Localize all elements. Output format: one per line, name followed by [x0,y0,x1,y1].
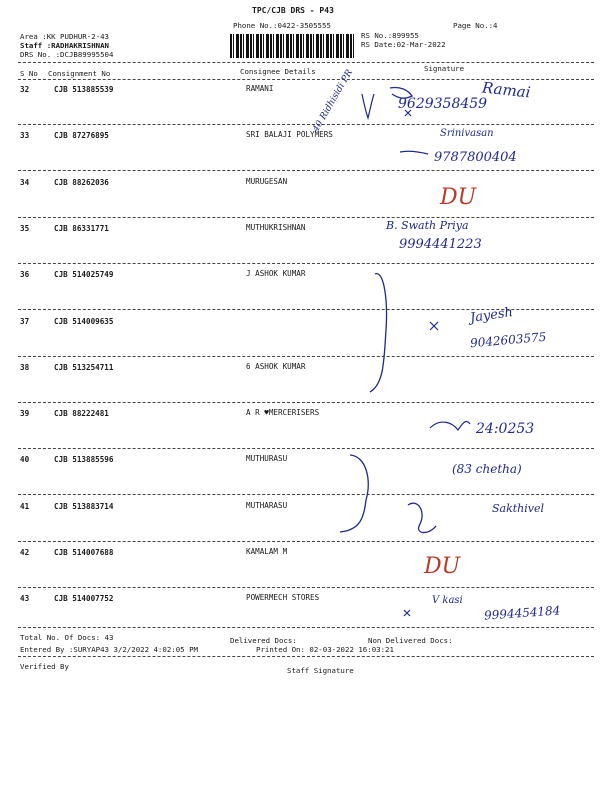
row-serial-number: 33 [20,131,30,140]
col-consignment: Consignment No [48,69,111,78]
drs-number: DRS No. :DCJB89995504 [20,50,114,59]
handwritten-text: 9994454184 [483,603,561,623]
area-label: Area :KK PUDHUR-2-43 [20,32,109,41]
handwritten-text: 9994441223 [399,237,482,252]
row-consignee-name: MURUGESAN [246,177,288,186]
handwritten-text: Ramai [481,78,532,102]
phone-number: Phone No.:0422-3505555 [233,21,331,30]
row-consignment-number: CJB 514025749 [54,270,114,279]
row-consignee-name: J ASHOK KUMAR [246,269,306,278]
row-serial-number: 36 [20,270,30,279]
col-signature: Signature [424,64,465,73]
row-serial-number: 43 [20,594,30,603]
row-consignment-number: CJB 514007752 [54,594,114,603]
row-serial-number: 40 [20,455,30,464]
row-serial-number: 35 [20,224,30,233]
row-consignment-number: CJB 514009635 [54,317,114,326]
row-serial-number: 39 [20,409,30,418]
row-consignee-name: MUTHARASU [246,501,288,510]
handwritten-text: 9787800404 [434,150,517,165]
handwritten-text: Sakthivel [492,502,545,515]
entered-by: Entered By :SURYAP43 3/2/2022 4:02:05 PM [20,645,198,654]
handwritten-text: 9629358459 [398,96,488,112]
delivered-docs: Delivered Docs: [230,636,297,645]
row-serial-number: 34 [20,178,30,187]
row-consignee-name: A R ♥MERCERISERS [246,408,320,417]
col-consignee: Consignee Details [240,67,316,76]
non-delivered-docs: Non Delivered Docs: [368,636,453,645]
handwritten-text: 9042603575 [469,329,547,351]
handwritten-text: (83 chetha) [452,462,522,476]
row-serial-number: 38 [20,363,30,372]
row-serial-number: 42 [20,548,30,557]
handwritten-text: Srinivasan [440,128,494,139]
row-consignment-number: CJB 513885596 [54,455,114,464]
row-serial-number: 37 [20,317,30,326]
row-consignee-name: SRI BALAJI POLYMERS [246,130,333,139]
page-number: Page No.:4 [453,21,498,30]
document-title: TPC/CJB DRS - P43 [252,6,334,15]
printed-on: Printed On: 02-03-2022 16:03:21 [256,645,394,654]
total-docs: Total No. Of Docs: 43 [20,633,114,642]
row-consignment-number: CJB 513885539 [54,85,114,94]
verified-by: Verified By [20,662,69,671]
handwritten-text: V kasi [432,595,463,606]
row-consignment-number: CJB 88262036 [54,178,109,187]
handwritten-text: B. Swath Priya [386,219,469,232]
rs-date: RS Date:02-Mar-2022 [361,40,446,49]
handwritten-text: 40 Ridhisidi PR [311,68,356,134]
row-consignee-name: POWERMECH STORES [246,593,320,602]
row-consignment-number: CJB 514007688 [54,548,114,557]
divider [18,656,594,657]
row-consignment-number: CJB 513883714 [54,502,114,511]
handwritten-text: Jayesh [469,305,514,326]
row-consignee-name: MUTHUKRISHNAN [246,223,306,232]
staff-label: Staff :RADHAKRISHNAN [20,41,109,50]
rs-number: RS No.:899955 [361,31,419,40]
row-consignment-number: CJB 87276895 [54,131,109,140]
handwritten-text: DU [440,185,477,210]
divider [18,627,594,628]
handwritten-text: 24:0253 [476,421,535,437]
row-consignee-name: RAMANI [246,84,274,93]
row-consignee-name: KAMALAM M [246,547,288,556]
row-consignee-name: 6 ASHOK KUMAR [246,362,306,371]
handwritten-text: DU [424,554,461,579]
row-serial-number: 41 [20,502,30,511]
row-consignment-number: CJB 513254711 [54,363,114,372]
row-serial-number: 32 [20,85,30,94]
row-consignment-number: CJB 88222481 [54,409,109,418]
staff-signature: Staff Signature [287,666,354,675]
row-consignment-number: CJB 86331771 [54,224,109,233]
row-consignee-name: MUTHURASU [246,454,288,463]
col-sno: S No [20,69,38,78]
